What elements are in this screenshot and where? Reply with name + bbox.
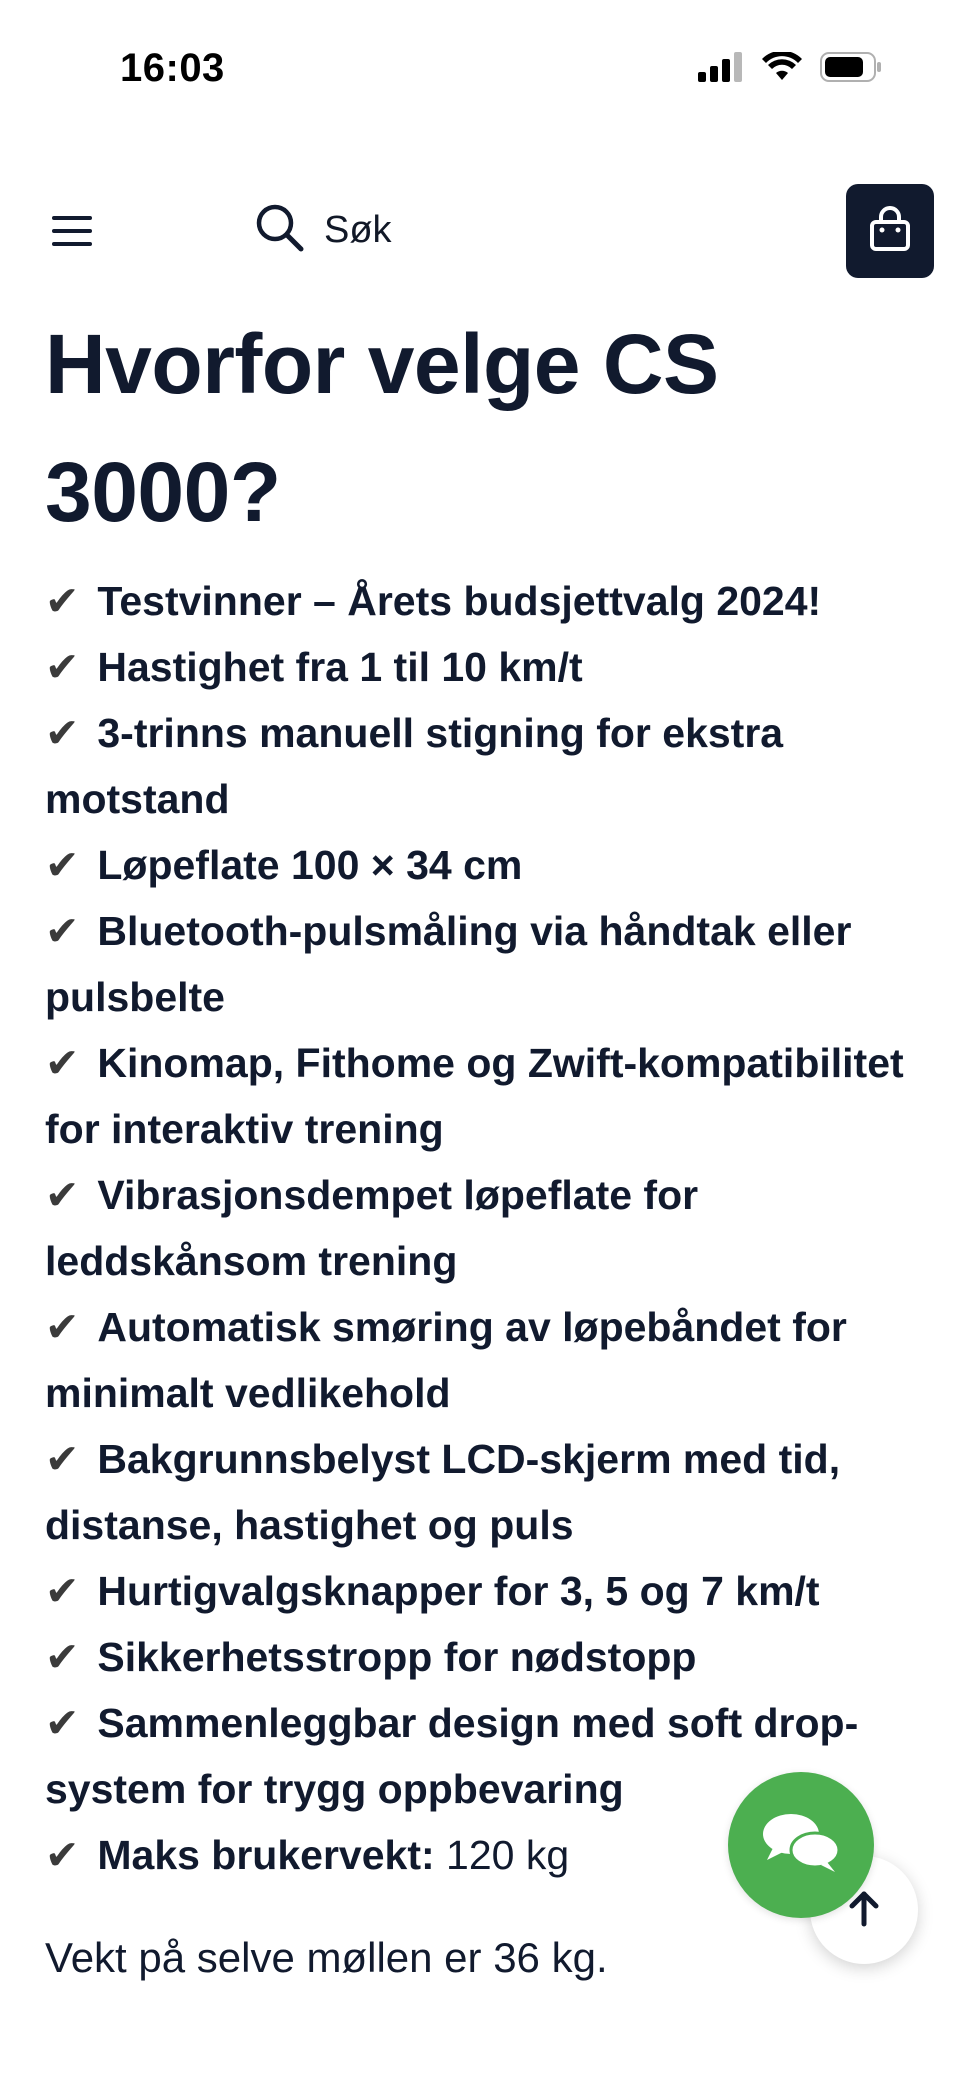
hamburger-icon bbox=[44, 243, 100, 260]
feature-text: Automatisk smøring av løpebåndet for minimalt vedlikehold bbox=[45, 1304, 847, 1416]
feature-item bbox=[45, 1030, 925, 1162]
menu-button[interactable] bbox=[44, 206, 100, 256]
check-icon: ✔ bbox=[45, 1567, 80, 1615]
feature-item bbox=[45, 1558, 925, 1624]
check-icon: ✔ bbox=[45, 1039, 80, 1087]
feature-item bbox=[45, 1162, 925, 1294]
check-icon: ✔ bbox=[45, 841, 80, 889]
feature-text: Hurtigvalgsknapper for 3, 5 og 7 km/t bbox=[97, 1568, 820, 1614]
weight-note: Vekt på selve møllen er 36 kg. bbox=[45, 1934, 608, 1981]
feature-text: Bluetooth-pulsmåling via håndtak eller pulsbelte bbox=[45, 908, 852, 1020]
feature-item bbox=[45, 568, 925, 634]
max-weight-label: Maks brukervekt: bbox=[97, 1832, 435, 1878]
shopping-bag-icon bbox=[868, 206, 912, 257]
feature-text: Sammenleggbar design med soft drop-system for trygg oppbevaring bbox=[45, 1700, 859, 1812]
feature-item bbox=[45, 1294, 925, 1426]
check-icon: ✔ bbox=[45, 907, 80, 955]
wifi-icon bbox=[762, 52, 802, 82]
feature-text: Sikkerhetsstropp for nødstopp bbox=[97, 1634, 697, 1680]
chat-button[interactable] bbox=[728, 1772, 874, 1918]
cellular-signal-icon bbox=[698, 52, 744, 82]
check-icon: ✔ bbox=[45, 1435, 80, 1483]
check-icon: ✔ bbox=[45, 1831, 80, 1879]
feature-item bbox=[45, 634, 925, 700]
feature-item bbox=[45, 898, 925, 1030]
feature-item bbox=[45, 1426, 925, 1558]
feature-item bbox=[45, 1624, 925, 1690]
check-icon: ✔ bbox=[45, 1303, 80, 1351]
check-icon: ✔ bbox=[45, 709, 80, 757]
feature-list bbox=[45, 568, 925, 1888]
cart-button[interactable] bbox=[846, 184, 934, 278]
site-header bbox=[0, 180, 960, 280]
check-icon: ✔ bbox=[45, 643, 80, 691]
feature-item bbox=[45, 832, 925, 898]
status-icons bbox=[698, 52, 882, 82]
max-weight-value: 120 kg bbox=[446, 1832, 570, 1878]
chat-bubbles-icon bbox=[761, 1810, 841, 1881]
feature-text: Hastighet fra 1 til 10 km/t bbox=[97, 644, 583, 690]
page-title: Hvorfor velge CS 3000? bbox=[45, 317, 719, 539]
check-icon: ✔ bbox=[45, 577, 80, 625]
check-icon: ✔ bbox=[45, 1699, 80, 1747]
feature-text: Testvinner – Årets budsjettvalg 2024! bbox=[97, 578, 822, 624]
feature-text: 3-trinns manuell stigning for ekstra motstand bbox=[45, 710, 784, 822]
feature-text: Bakgrunnsbelyst LCD-skjerm med tid, distanse, hastighet og puls bbox=[45, 1436, 841, 1548]
feature-text: Løpeflate 100 × 34 cm bbox=[97, 842, 523, 888]
check-icon: ✔ bbox=[45, 1633, 80, 1681]
status-time: 16:03 bbox=[120, 46, 225, 90]
search-button[interactable] bbox=[254, 202, 392, 258]
feature-item bbox=[45, 700, 925, 832]
search-label: Søk bbox=[324, 208, 392, 251]
status-bar bbox=[0, 0, 960, 140]
search-icon bbox=[254, 202, 306, 259]
check-icon: ✔ bbox=[45, 1171, 80, 1219]
main-content bbox=[45, 300, 925, 1988]
battery-icon bbox=[820, 52, 882, 82]
feature-text: Vibrasjonsdempet løpeflate for leddskånsom trening bbox=[45, 1172, 699, 1284]
feature-text: Kinomap, Fithome og Zwift-kompatibilitet for interaktiv trening bbox=[45, 1040, 904, 1152]
